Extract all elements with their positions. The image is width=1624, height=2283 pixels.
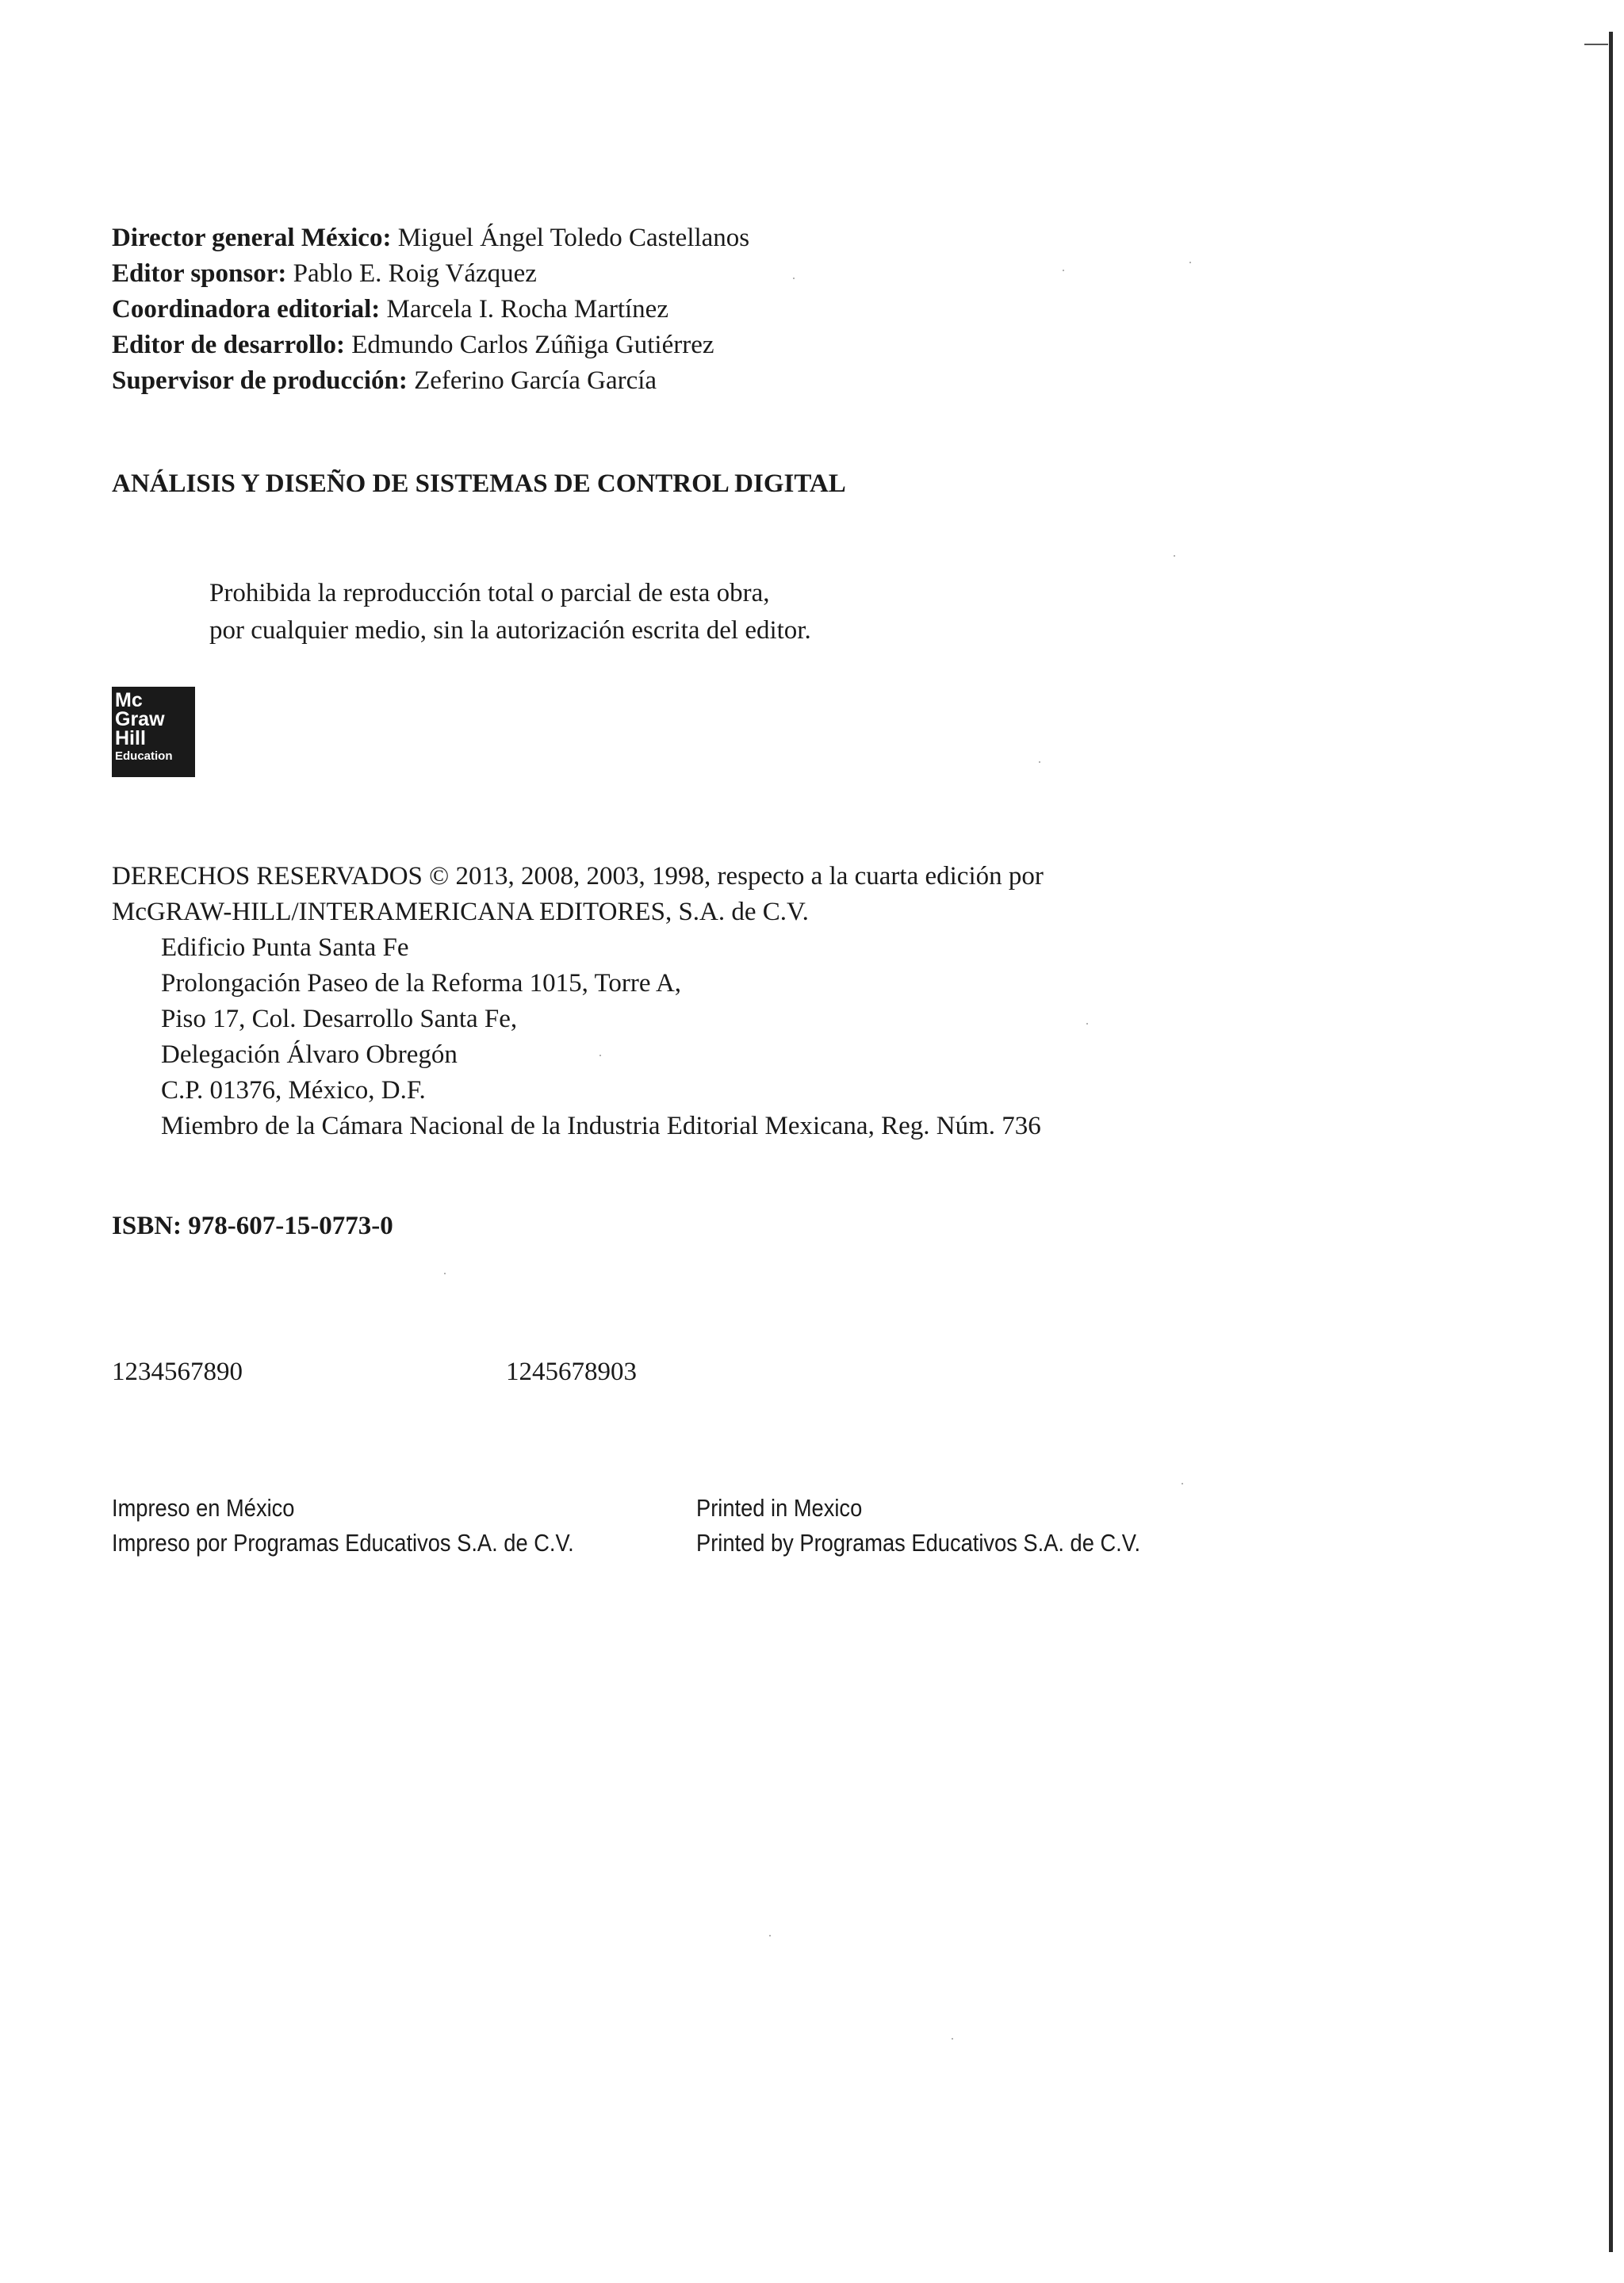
rights-line: McGRAW-HILL/INTERAMERICANA EDITORES, S.A. de C.V.	[112, 898, 809, 926]
credit-row	[112, 292, 749, 328]
credit-row	[112, 256, 749, 292]
credit-label: Editor sponsor:	[112, 259, 287, 288]
credit-row	[112, 328, 749, 363]
printed-in-spanish	[112, 1491, 574, 1561]
address-line: C.P. 01376, México, D.F.	[161, 1076, 426, 1105]
notice-line: Prohibida la reproducción total o parcial de esta obra,	[209, 579, 770, 607]
isbn: ISBN: 978-607-15-0773-0	[112, 1212, 393, 1240]
printed-line: Printed in Mexico	[696, 1494, 863, 1522]
scan-speck	[1039, 761, 1040, 763]
scan-speck	[1189, 262, 1191, 263]
logo-text: Education	[115, 749, 173, 763]
logo-text: Mc	[115, 689, 143, 711]
scan-speck	[444, 1273, 446, 1274]
credit-value: Edmundo Carlos Zúñiga Gutiérrez	[351, 331, 714, 359]
scan-speck	[769, 1935, 771, 1936]
rights-reserved	[112, 859, 1044, 930]
rights-line: DERECHOS RESERVADOS © 2013, 2008, 2003, 1998, respecto a la cuarta edición por	[112, 862, 1044, 891]
credit-value: Marcela I. Rocha Martínez	[386, 295, 668, 324]
scan-speck	[1182, 1483, 1183, 1484]
scan-edge-mark	[1584, 44, 1608, 45]
print-number-left: 1234567890	[112, 1358, 243, 1386]
credit-row	[112, 363, 749, 399]
scan-speck	[599, 1055, 601, 1056]
scan-speck	[793, 278, 795, 279]
reproduction-notice	[209, 575, 811, 649]
address-line: Prolongación Paseo de la Reforma 1015, Torre A,	[161, 969, 682, 998]
address-line: Delegación Álvaro Obregón	[161, 1040, 458, 1069]
credit-label: Coordinadora editorial:	[112, 295, 381, 324]
credit-value: Miguel Ángel Toledo Castellanos	[397, 224, 750, 252]
credit-label: Director general México:	[112, 224, 392, 252]
address-line: Miembro de la Cámara Nacional de la Industria Editorial Mexicana, Reg. Núm. 736	[161, 1112, 1041, 1140]
scan-speck	[1086, 1023, 1088, 1025]
address-line: Piso 17, Col. Desarrollo Santa Fe,	[161, 1005, 518, 1033]
notice-line: por cualquier medio, sin la autorización escrita del editor.	[209, 616, 811, 645]
printed-line: Impreso por Programas Educativos S.A. de C.V.	[112, 1529, 574, 1557]
publisher-address	[161, 930, 1041, 1144]
printed-line: Impreso en México	[112, 1494, 295, 1522]
credit-label: Supervisor de producción:	[112, 366, 408, 395]
scan-speck	[1063, 270, 1064, 271]
scan-edge-shadow	[1609, 32, 1613, 2252]
scan-speck	[1174, 555, 1175, 557]
printed-in-english	[696, 1491, 1140, 1561]
publisher-logo	[112, 687, 195, 777]
address-line: Edificio Punta Santa Fe	[161, 933, 409, 962]
book-title: ANÁLISIS Y DISEÑO DE SISTEMAS DE CONTROL DIGITAL	[112, 469, 846, 498]
credits-block	[112, 220, 749, 399]
credit-value: Zeferino García García	[414, 366, 657, 395]
logo-text: Hill	[115, 727, 146, 749]
scan-speck	[952, 2038, 953, 2040]
credit-label: Editor de desarrollo:	[112, 331, 345, 359]
logo-text: Graw	[115, 708, 165, 730]
printed-line: Printed by Programas Educativos S.A. de C.V.	[696, 1529, 1141, 1557]
credit-row	[112, 220, 749, 256]
credit-value: Pablo E. Roig Vázquez	[293, 259, 537, 288]
print-number-right: 1245678903	[506, 1358, 637, 1386]
